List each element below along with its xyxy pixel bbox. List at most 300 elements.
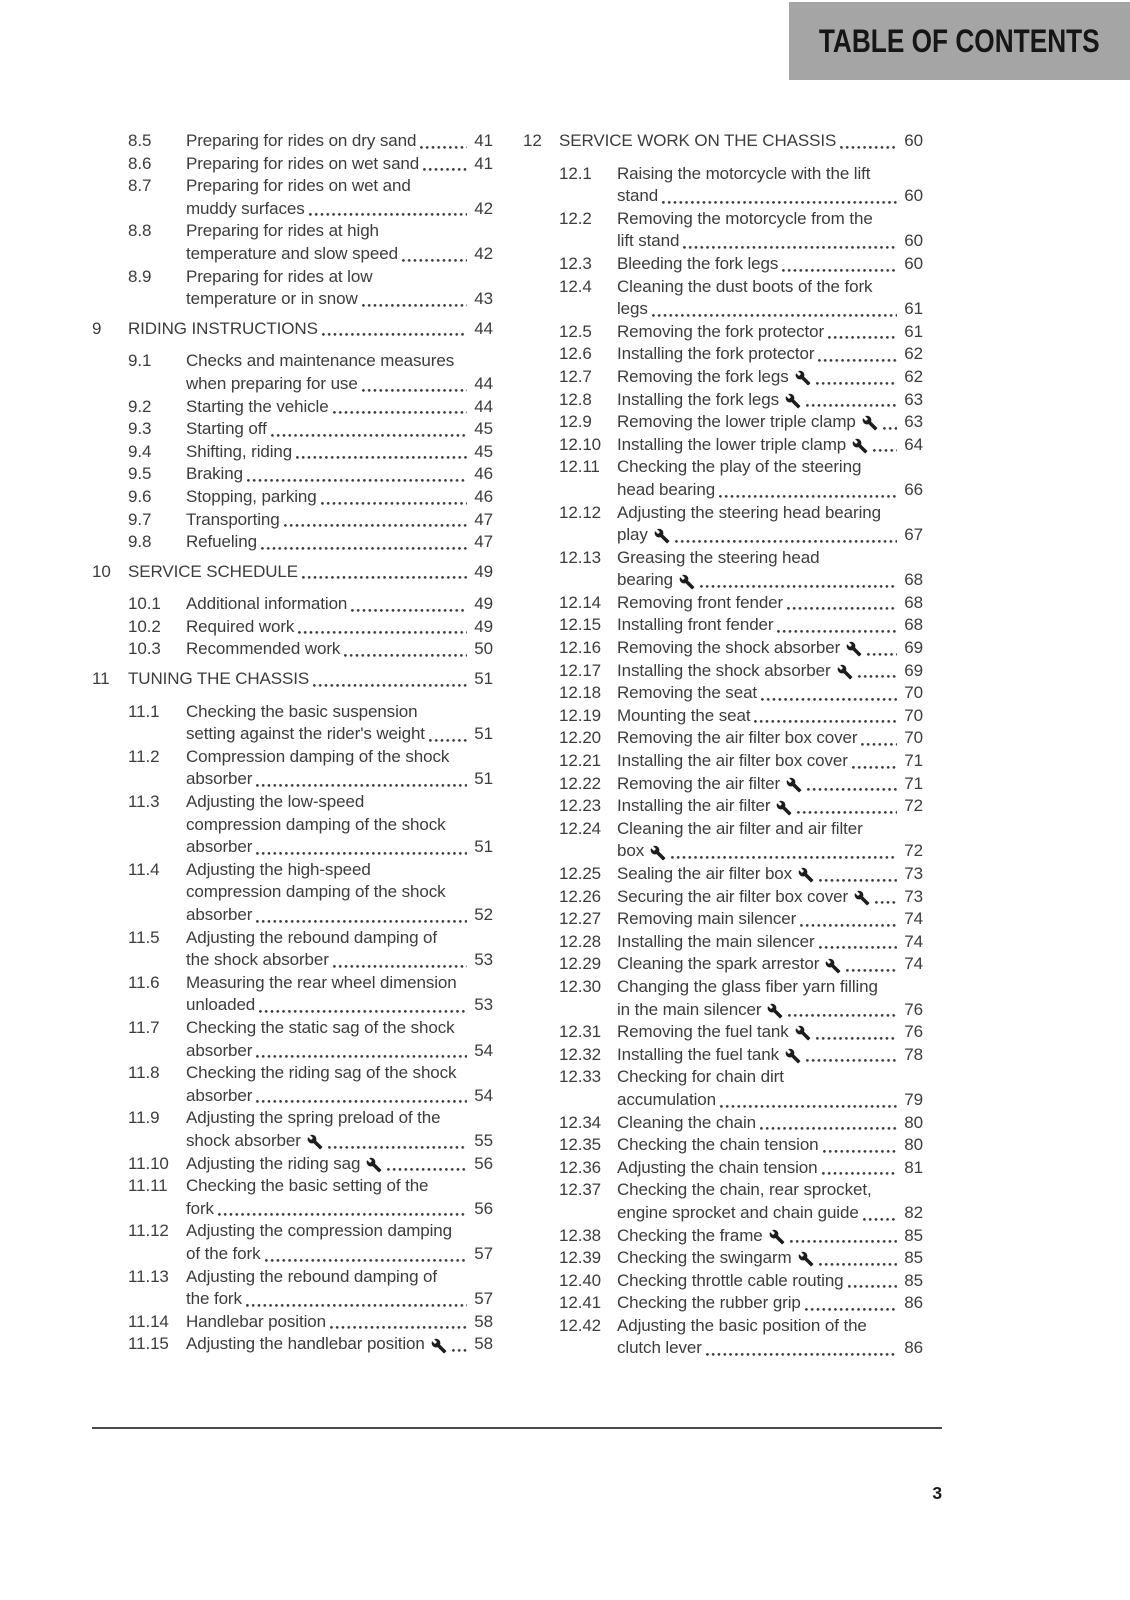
entry-title-line: Recommended work [186, 639, 341, 659]
dot-leader [333, 965, 467, 968]
entry-title-line: Sealing the air filter box [617, 864, 793, 883]
entry-title-block [186, 441, 493, 464]
entry-title-block [617, 163, 923, 208]
dot-leader [321, 502, 467, 505]
toc-entry [523, 818, 923, 863]
entry-title-line: Removing the air filter [617, 773, 781, 793]
entry-title-block [186, 463, 493, 486]
entry-title-block [617, 660, 923, 683]
entry-last-line [186, 1085, 493, 1108]
entry-title-line: Removing the fork legs [617, 366, 789, 386]
dot-leader [671, 856, 897, 859]
entry-last-line [617, 253, 923, 276]
wrench-icon [846, 641, 862, 657]
dot-leader [423, 168, 467, 171]
toc-entry [92, 153, 493, 176]
entry-number: 12.13 [559, 547, 602, 567]
entry-title-line: absorber [186, 769, 253, 789]
entry-number: 12.10 [559, 434, 602, 454]
toc-entry [92, 1153, 493, 1176]
toc-entry [523, 1247, 923, 1270]
entry-title-line: Checking the chain tension [617, 1135, 819, 1155]
toc-entry [523, 637, 923, 660]
entry-last-line [617, 389, 923, 412]
entry-number: 12.1 [559, 163, 592, 183]
entry-title-block [186, 220, 493, 265]
toc-entry [92, 350, 493, 395]
entry-page-number: 61 [904, 299, 923, 319]
entry-number: 12.4 [559, 276, 592, 296]
entry-title-block [186, 927, 493, 972]
toc-section-header [92, 561, 493, 584]
entry-number: 9.2 [128, 396, 152, 416]
toc-entry [523, 614, 923, 637]
entry-title-line: Stopping, parking [186, 486, 317, 506]
entry-last-line [186, 768, 493, 791]
entry-title-block [617, 614, 923, 637]
entry-page-number: 71 [904, 773, 923, 793]
entry-title-block [186, 1153, 493, 1176]
dot-leader [706, 1353, 897, 1356]
toc-entry [523, 1134, 923, 1157]
entry-title-line: lift stand [617, 231, 680, 251]
entry-title-line: Installing the fork protector [617, 344, 815, 364]
wrench-icon [786, 777, 802, 793]
entry-last-line [186, 1040, 493, 1063]
dot-leader [858, 675, 897, 678]
dot-leader [652, 314, 897, 317]
entry-title-line: bearing [617, 570, 674, 590]
entry-title-line: unloaded [186, 995, 256, 1015]
entry-last-line [617, 185, 923, 208]
entry-title-block [186, 153, 493, 176]
entry-title-line: Bleeding the fork legs [617, 253, 779, 273]
entry-page-number: 60 [904, 231, 923, 251]
entry-title-block [617, 773, 923, 796]
entry-title-line: clutch lever [617, 1338, 702, 1358]
toc-entry [92, 266, 493, 311]
entry-number: 12.22 [559, 773, 602, 793]
entry-page-number: 58 [474, 1311, 493, 1331]
entry-number: 12.25 [559, 864, 602, 883]
toc-entry [92, 418, 493, 441]
dot-leader [846, 969, 897, 972]
entry-page-number: 69 [904, 660, 923, 680]
entry-number: 12.23 [559, 796, 602, 816]
entry-title-block [617, 727, 923, 750]
dot-leader [247, 479, 467, 482]
entry-title-line: Preparing for rides on wet sand [186, 153, 420, 173]
entry-page-number: 51 [474, 769, 493, 789]
section-title: RIDING INSTRUCTIONS [128, 318, 318, 338]
toc-entry [92, 486, 493, 509]
entry-title-block [186, 1333, 493, 1356]
toc-entry [523, 163, 923, 208]
entry-page-number: 51 [474, 724, 493, 744]
dot-leader [777, 630, 897, 633]
wrench-icon [854, 890, 870, 906]
entry-page-number: 70 [904, 728, 923, 748]
entry-last-line [186, 638, 493, 661]
dot-leader [700, 585, 897, 588]
entry-title-line: Checking the frame [617, 1225, 763, 1245]
entry-title-line: the fork [186, 1289, 242, 1309]
dot-leader [790, 1240, 897, 1243]
entry-number: 12.8 [559, 389, 592, 409]
entry-title-line: Mounting the seat [617, 705, 751, 725]
entry-title-line: temperature or in snow [186, 289, 358, 309]
toc-entry [92, 220, 493, 265]
dot-leader [256, 852, 467, 855]
dot-leader [333, 411, 467, 414]
entry-title-block [186, 791, 493, 859]
entry-title-block [617, 321, 923, 344]
dot-leader [840, 146, 897, 149]
entry-title-line: Starting the vehicle [186, 396, 329, 416]
entry-number: 12.7 [559, 366, 592, 386]
entry-title-line: Cleaning the air filter and air filter [617, 818, 863, 838]
entry-number: 11.11 [128, 1176, 168, 1196]
entry-title-block [186, 396, 493, 419]
toc-entry [523, 1315, 923, 1360]
entry-number: 9.6 [128, 486, 152, 506]
entry-number: 8.6 [128, 153, 152, 173]
entry-last-line [186, 616, 493, 639]
dot-leader [782, 269, 897, 272]
dot-leader [328, 1146, 467, 1149]
entry-last-line [617, 750, 923, 773]
dot-leader [362, 389, 467, 392]
dot-leader [284, 524, 467, 527]
dot-leader [683, 246, 897, 249]
entry-last-line [617, 795, 923, 818]
entry-title-line: Required work [186, 616, 295, 636]
entry-title-line: Checking the basic setting of the [186, 1176, 429, 1196]
toc-section-header [92, 318, 493, 341]
dot-leader [313, 684, 467, 687]
dot-leader [754, 720, 897, 723]
entry-last-line [617, 886, 923, 909]
entry-title-line: Removing the fork protector [617, 321, 825, 341]
dot-leader [322, 333, 467, 336]
toc-entry [523, 456, 923, 501]
entry-last-line [617, 569, 923, 592]
toc-entry [523, 727, 923, 750]
entry-last-line [186, 509, 493, 532]
entry-title-line: Handlebar position [186, 1311, 326, 1331]
entry-title-block [617, 434, 923, 457]
entry-last-line [617, 592, 923, 615]
wrench-icon [650, 845, 666, 861]
dot-leader [875, 901, 897, 904]
toc-entry [92, 701, 493, 746]
entry-page-number: 53 [474, 995, 493, 1015]
dot-leader [823, 1150, 897, 1153]
entry-last-line [186, 418, 493, 441]
entry-last-line [186, 373, 493, 396]
entry-number: 12.38 [559, 1225, 602, 1245]
dot-leader [852, 766, 897, 769]
entry-number: 12.2 [559, 208, 592, 228]
entry-title-line: Adjusting the steering head bearing [617, 502, 881, 522]
toc-entry [92, 1266, 493, 1311]
entry-title-line: Securing the air filter box cover [617, 886, 849, 906]
entry-number: 12.14 [559, 592, 602, 612]
wrench-icon [767, 1003, 783, 1019]
entry-last-line [186, 1311, 493, 1334]
entry-last-line [617, 524, 923, 547]
toc-entry [92, 509, 493, 532]
toc-entry [92, 972, 493, 1017]
entry-title-line: Installing the air filter [617, 796, 771, 816]
entry-title-line: Checks and maintenance measures [186, 351, 455, 371]
entry-title-block [617, 208, 923, 253]
entry-title-line: Checking throttle cable routing [617, 1270, 844, 1290]
entry-title-block [186, 175, 493, 220]
entry-title-block [617, 750, 923, 773]
entry-last-line [617, 637, 923, 660]
toc-entry [523, 502, 923, 547]
dot-leader [787, 607, 897, 610]
entry-title-line: Installing front fender [617, 615, 774, 635]
entry-title-block [617, 1157, 923, 1180]
entry-page-number: 85 [904, 1248, 923, 1268]
entry-title-block [617, 1066, 923, 1111]
toc-entry [92, 441, 493, 464]
entry-page-number: 64 [904, 434, 923, 454]
dot-leader [662, 201, 897, 204]
dot-leader [760, 1127, 897, 1130]
entry-page-number: 57 [474, 1289, 493, 1309]
section-title: SERVICE WORK ON THE CHASSIS [559, 131, 837, 150]
toc-entry [523, 321, 923, 344]
entry-title-line: Checking the play of the steering [617, 457, 862, 477]
wrench-icon [795, 1025, 811, 1041]
dot-leader [218, 1213, 467, 1216]
dot-leader [863, 1218, 897, 1221]
entry-number: 9.7 [128, 509, 152, 529]
entry-last-line [186, 198, 493, 221]
dot-leader [256, 1055, 467, 1058]
dot-leader [387, 1168, 467, 1171]
dot-leader [761, 698, 897, 701]
section-number: 10 [92, 561, 111, 581]
entry-number: 12.30 [559, 976, 602, 996]
entry-title-line: Removing the fuel tank [617, 1022, 789, 1042]
toc-entry [92, 746, 493, 791]
wrench-icon [837, 664, 853, 680]
entry-title-block [186, 531, 493, 554]
entry-title-line: Adjusting the high-speed [186, 859, 371, 879]
entry-title-line: Checking the chain, rear sprocket, [617, 1180, 872, 1200]
entry-last-line [186, 441, 493, 464]
section-number: 11 [92, 669, 110, 689]
wrench-icon [852, 438, 868, 454]
entry-title-block [617, 276, 923, 321]
dot-leader [816, 382, 897, 385]
entry-page-number: 60 [904, 186, 923, 206]
toc-section [92, 318, 493, 554]
toc-entry [523, 682, 923, 705]
entry-page-number: 56 [474, 1198, 493, 1218]
entry-number: 11.12 [128, 1221, 169, 1241]
toc-entry [92, 1107, 493, 1152]
entry-number: 12.15 [559, 615, 602, 635]
entry-title-line: Braking [186, 464, 243, 484]
wrench-icon [798, 867, 814, 883]
entry-number: 12.16 [559, 638, 602, 658]
entry-last-line [617, 863, 923, 886]
entry-title-block [186, 859, 493, 927]
entry-title-block [617, 547, 923, 592]
entry-number: 12.11 [559, 457, 600, 477]
entry-number: 12.21 [559, 751, 602, 771]
entry-title-line: shock absorber [186, 1130, 301, 1150]
entry-page-number: 68 [904, 615, 923, 635]
entry-page-number: 70 [904, 683, 923, 703]
entry-title-block [186, 1266, 493, 1311]
entry-number: 9.5 [128, 464, 152, 484]
entry-page-number: 49 [474, 594, 493, 614]
dot-leader [848, 1285, 897, 1288]
entry-title-block [617, 976, 923, 1021]
dot-leader [298, 631, 467, 634]
entry-title-block [617, 953, 923, 976]
entry-page-number: 54 [474, 1085, 493, 1105]
entry-last-line [617, 1044, 923, 1067]
entry-page-number: 85 [904, 1270, 923, 1290]
entry-page-number: 81 [904, 1157, 923, 1177]
entry-number: 12.19 [559, 705, 602, 725]
entry-title-line: Installing the shock absorber [617, 660, 831, 680]
dot-leader [256, 920, 467, 923]
entry-title-block [617, 1225, 923, 1248]
entry-page-number: 41 [474, 153, 493, 173]
entry-last-line [186, 994, 493, 1017]
entry-last-line [186, 904, 493, 927]
toc-section [92, 561, 493, 661]
entry-last-line [186, 1153, 493, 1176]
entry-title-line: Adjusting the low-speed [186, 792, 365, 812]
entry-number: 12.29 [559, 954, 602, 974]
entry-last-line [186, 463, 493, 486]
entry-page-number: 67 [904, 525, 923, 545]
toc-entry [92, 1017, 493, 1062]
entry-title-line: stand [617, 186, 659, 206]
entry-title-block [186, 418, 493, 441]
entry-page-number: 72 [904, 841, 923, 861]
dot-leader [271, 434, 467, 437]
toc-entry [523, 253, 923, 276]
entry-number: 12.31 [559, 1022, 602, 1042]
entry-title-line: Adjusting the handlebar position [186, 1334, 425, 1354]
entry-title-block [617, 343, 923, 366]
entry-number: 11.4 [128, 859, 160, 879]
entry-page-number: 74 [904, 954, 923, 974]
dot-leader [351, 609, 467, 612]
wrench-icon [825, 958, 841, 974]
toc-entry [92, 463, 493, 486]
dot-leader [256, 784, 467, 787]
wrench-icon [785, 393, 801, 409]
entry-number: 9.3 [128, 419, 152, 439]
entry-page-number: 45 [474, 441, 493, 461]
page-header-bar [789, 2, 1130, 80]
toc-entry [523, 434, 923, 457]
entry-page-number: 60 [904, 253, 923, 273]
entry-title-block [617, 502, 923, 547]
toc-entry [523, 411, 923, 434]
entry-page-number: 51 [474, 837, 493, 857]
toc-entry [92, 531, 493, 554]
toc-section-header [523, 130, 923, 153]
entry-title-block [617, 1315, 923, 1360]
entry-last-line [186, 1198, 493, 1221]
entry-title-block [617, 931, 923, 954]
dot-leader [807, 788, 897, 791]
dot-leader [402, 259, 467, 262]
entry-title-line: Removing the motorcycle from the [617, 208, 873, 228]
entry-title-block [617, 863, 923, 886]
entry-title-block [186, 1107, 493, 1152]
entry-title-block [186, 616, 493, 639]
entry-number: 12.40 [559, 1270, 602, 1290]
entry-number: 11.14 [128, 1311, 169, 1331]
entry-title-block [186, 350, 493, 395]
entry-title-block [186, 1175, 493, 1220]
toc-entry [523, 795, 923, 818]
entry-title-line: Cleaning the chain [617, 1112, 757, 1132]
entry-page-number: 53 [474, 950, 493, 970]
entry-last-line [186, 1288, 493, 1311]
dot-leader [806, 1059, 897, 1062]
entry-number: 12.20 [559, 728, 602, 748]
entry-last-line [617, 366, 923, 389]
toc-entry [523, 773, 923, 796]
entry-title-block [617, 886, 923, 909]
entry-title-block [617, 253, 923, 276]
entry-last-line [617, 1021, 923, 1044]
entry-page-number: 63 [904, 389, 923, 409]
toc-entry [523, 592, 923, 615]
entry-last-line [186, 396, 493, 419]
toc-entry [92, 1333, 493, 1356]
wrench-icon [798, 1251, 814, 1267]
footer-divider [92, 1427, 942, 1429]
dot-leader [330, 1326, 467, 1329]
dot-leader [309, 213, 467, 216]
entry-number: 12.33 [559, 1067, 602, 1087]
section-page-number: 51 [474, 669, 493, 689]
dot-leader [861, 743, 897, 746]
entry-page-number: 73 [904, 886, 923, 906]
toc-entry [523, 976, 923, 1021]
entry-title-line: Installing the fuel tank [617, 1044, 780, 1064]
dot-leader [362, 304, 467, 307]
entry-title-line: Adjusting the chain tension [617, 1157, 818, 1177]
dot-leader [246, 1304, 467, 1307]
page-title: TABLE OF CONTENTS [819, 22, 1100, 59]
wrench-icon [795, 370, 811, 386]
entry-number: 10.3 [128, 639, 161, 659]
entry-title-line: Removing the seat [617, 683, 758, 703]
entry-title-block [617, 411, 923, 434]
entry-title-block [617, 795, 923, 818]
wrench-icon [769, 1229, 785, 1245]
section-number: 12 [523, 131, 542, 150]
entry-page-number: 85 [904, 1225, 923, 1245]
entry-number: 11.9 [128, 1108, 160, 1128]
